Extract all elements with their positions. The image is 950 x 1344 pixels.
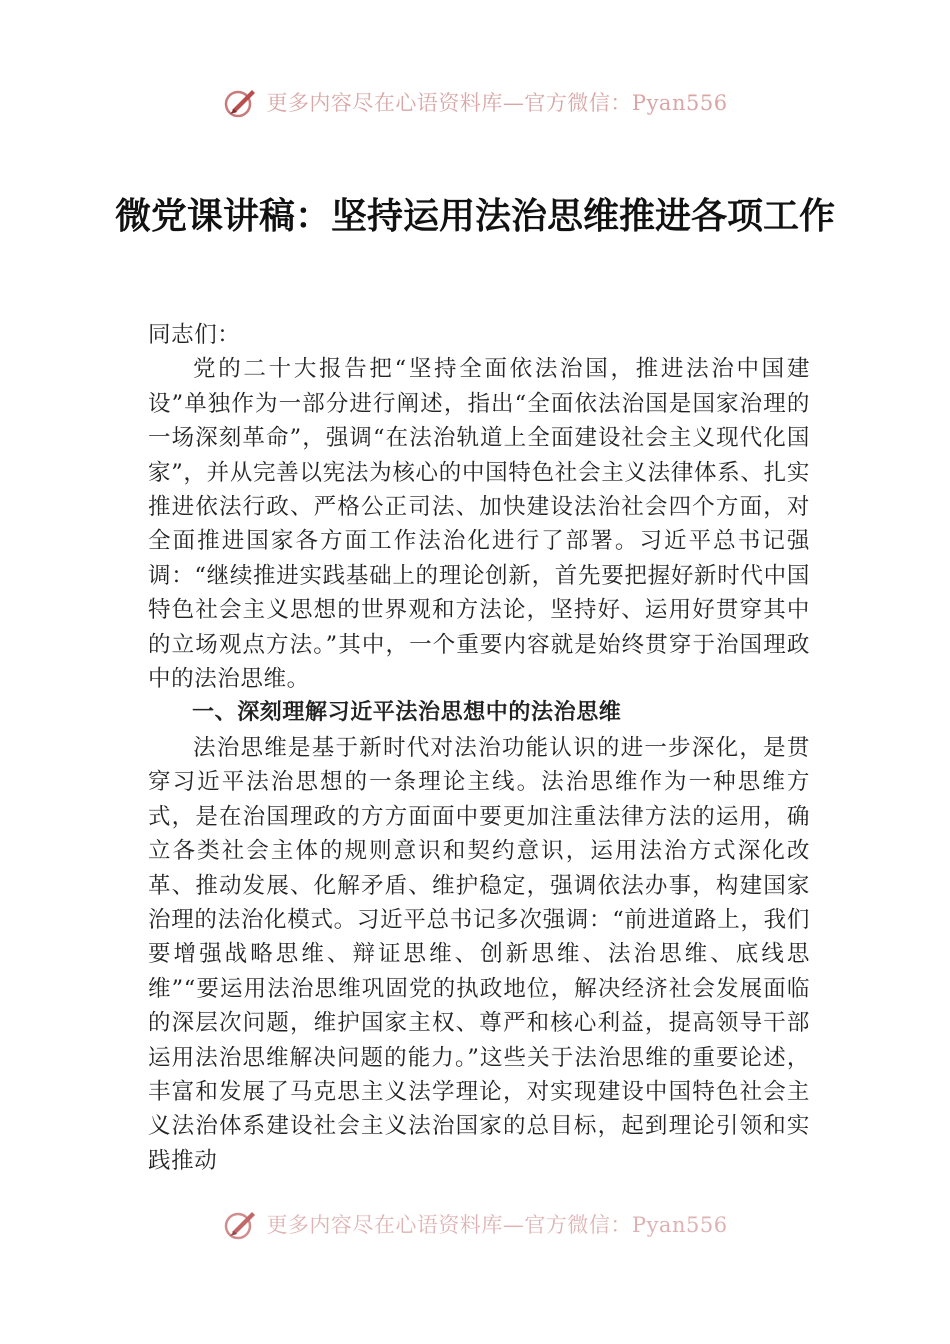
watermark-footer [0,1204,950,1244]
pen-quill-logo-icon [222,1206,258,1242]
pen-quill-logo-icon [222,84,258,120]
watermark-text: 更多内容尽在心语资料库—官方微信：Pyan556 [266,91,728,115]
watermark-header [0,82,950,122]
salutation: 同志们： [148,322,241,348]
document-title: 微党课讲稿：坚持运用法治思维推进各项工作 [114,195,835,237]
paragraph: 法治思维是基于新时代对法治功能认识的进一步深化，是贯穿习近平法治思想的一条理论主线。法治思维作为一种思维方式，是在治国理政的方方面面中要更加注重法律方法的运用，确立各类社会主体的规则意识和契约意识，运用法治方式深化改革、推动发展、化解矛盾、维护稳定，强调依法办事，构建国家治理的法治化模式。习近平总书记多次强调：“前进道路上，我们要增强战略思维、辩证思维、创新思维、法治思维、底线思维”“要运用法治思维巩固党的执政地位，解决经济社会发展面临的深层次问题，维护国家主权、尊严和核心利益，提高领导干部运用法治思维解决问题的能力。”这些关于法治思维的重要论述，丰富和发展了马克思主义法学理论，对实现建设中国特色社会主义法治体系建设社会主义法治国家的总目标，起到理论引领和实践推动 [148,734,810,1174]
section-heading: 一、深刻理解习近平法治思想中的法治思维 [192,700,622,726]
paragraph: 党的二十大报告把“坚持全面依法治国，推进法治中国建设”单独作为一部分进行阐述，指出“全面依法治国是国家治理的一场深刻革命”，强调“在法治轨道上全面建设社会主义现代化国家”，并从完善以宪法为核心的中国特色社会主义法律体系、扎实推进依法行政、严格公正司法、加快建设法治社会四个方面，对全面推进国家各方面工作法治化进行了部署。习近平总书记强调：“继续推进实践基础上的理论创新，首先要把握好新时代中国特色社会主义思想的世界观和方法论，坚持好、运用好贯穿其中的立场观点方法。”其中，一个重要内容就是始终贯穿于治国理政中的法治思维。 [148,356,810,693]
document-body [148,318,810,1178]
watermark-text: 更多内容尽在心语资料库—官方微信：Pyan556 [266,1213,728,1237]
